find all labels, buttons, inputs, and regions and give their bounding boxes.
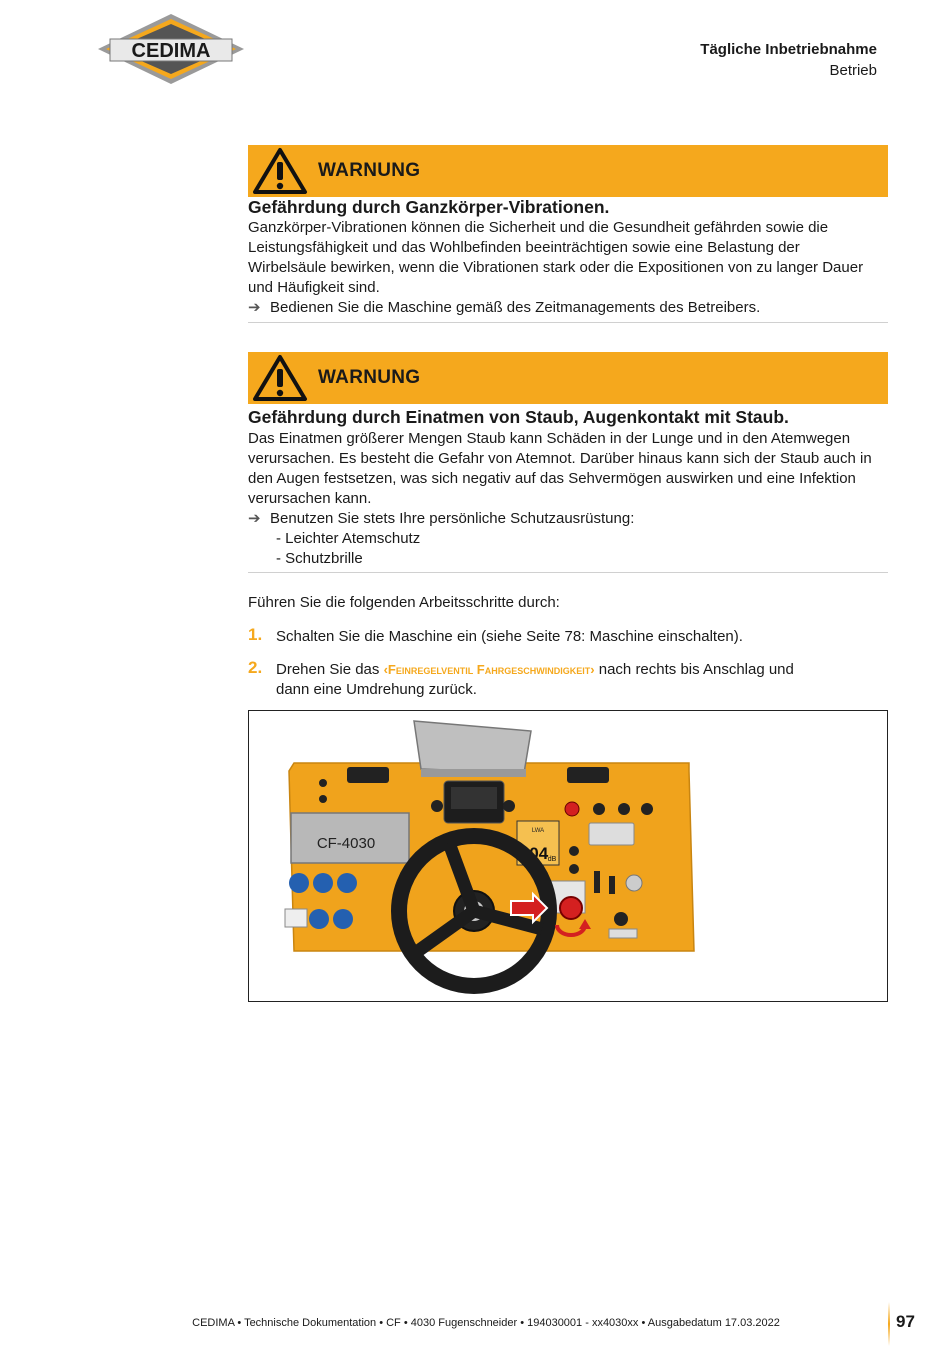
logo-text: CEDIMA [131, 40, 211, 62]
step-text: Drehen Sie das ‹Feinregelventil Fahrgeschwindigkeit› nach rechts bis Anschlag und dann eine Umdrehung zurück. [276, 661, 794, 698]
warning-label: WARNUNG [318, 160, 421, 181]
warning-heading: Gefährdung durch Einatmen von Staub, Augenkontakt mit Staub. [248, 407, 789, 427]
plate-label: CF-4030 [316, 835, 376, 852]
footer-text: CEDIMA • Technische Dokumentation • CF • 4030 Fugenschneider • 194030001 - xx4030xx • Ausgabedatum 17.03.2022 [192, 1317, 780, 1329]
warning-label: WARNUNG [318, 367, 421, 388]
cedima-logo [96, 12, 246, 86]
divider [248, 322, 888, 323]
instruction: ➔ Benutzen Sie stets Ihre persönliche Schutzausrüstung: [248, 510, 635, 527]
warning-heading: Gefährdung durch Ganzkörper-Vibrationen. [248, 197, 610, 217]
list-item: - Schutzbrille [276, 550, 363, 567]
warning-triangle-icon [252, 354, 308, 402]
header-title: Tägliche Inbetriebnahme [700, 41, 877, 58]
db-unit: dB [547, 856, 557, 863]
control-panel-illustration [249, 711, 887, 1001]
db-value: 104 [519, 844, 549, 863]
warning-text: Das Einatmen größerer Mengen Staub kann Schäden in der Lunge und in den Atemwegen verursachen. Es besteht die Gefahr von Atemnot. Darüber hinaus kann sich der Staub auch in den Augen festsetzen, was sich negativ auf das Sehvermögen auswirken und eine Infektion verursachen kann. [248, 430, 872, 507]
steps-intro: Führen Sie die folgenden Arbeitsschritte durch: [248, 594, 560, 611]
component-reference: ‹Feinregelventil Fahrgeschwindigkeit› [383, 662, 595, 677]
lwa-label: LWA [531, 828, 545, 834]
header-subtitle: Betrieb [829, 62, 877, 79]
footer-divider [888, 1302, 890, 1346]
warning-banner-2 [248, 352, 888, 404]
warning-triangle-icon [252, 147, 308, 195]
warning-text: Ganzkörper-Vibrationen können die Sicherheit und die Gesundheit gefährden sowie die Leistungsfähigkeit und das Wohlbefinden beeinträchtigen sowie eine Belastung der Wirbelsäule bewirken, wenn die Vibrationen stark oder die Expositionen von zu langer Dauer und Häufigkeit sind. [248, 219, 864, 296]
step-text: Schalten Sie die Maschine ein (siehe Seite 78: Maschine einschalten). [276, 628, 743, 645]
instruction: ➔ Bedienen Sie die Maschine gemäß des Zeitmanagements des Betreibers. [248, 299, 761, 316]
divider [248, 572, 888, 573]
list-item: - Leichter Atemschutz [276, 530, 421, 547]
step-number: 1. [248, 625, 263, 644]
arrow-right-icon: ➔ [248, 299, 261, 316]
step-number: 2. [248, 658, 263, 677]
arrow-right-icon: ➔ [248, 510, 261, 527]
page-number: 97 [896, 1312, 915, 1331]
warning-banner-1 [248, 145, 888, 197]
control-panel-photo [248, 710, 888, 1002]
